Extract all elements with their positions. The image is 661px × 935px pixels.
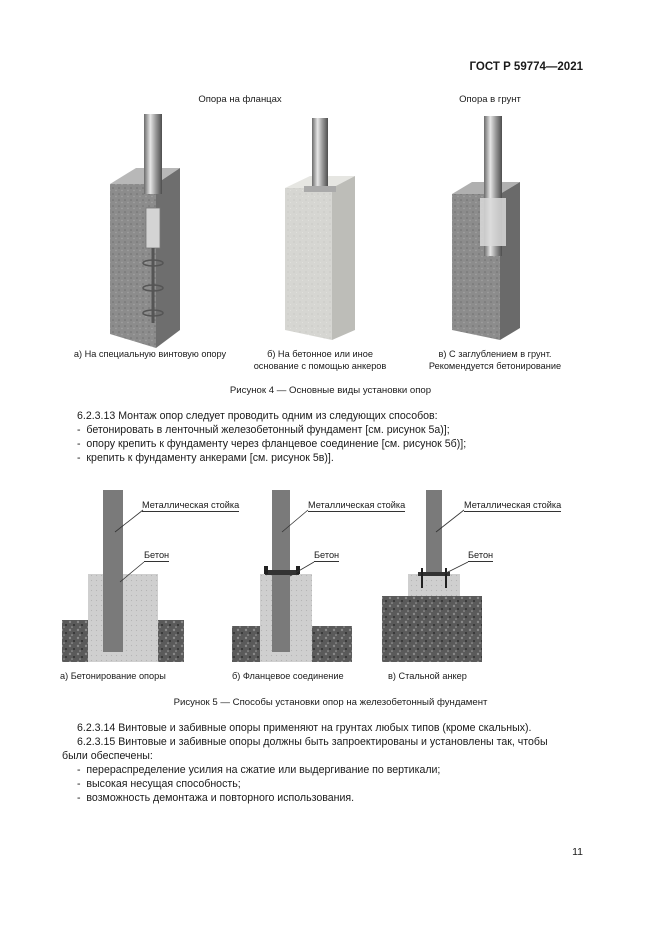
- list-item: - перераспределение усилия на сжатие или выдергивание по вертикали;: [77, 764, 441, 776]
- list-item: - высокая несущая способность;: [77, 778, 241, 790]
- fig5b-label-post: Металлическая стойка: [308, 500, 406, 510]
- fig4b-concrete-base: [285, 118, 355, 340]
- fig5a-concreting: [62, 490, 184, 662]
- page-number: 11: [572, 846, 583, 858]
- para-6-2-3-13: 6.2.3.13 Монтаж опор следует проводить одним из следующих способов:: [77, 410, 438, 422]
- fig4-subcaption-c2: Рекомендуется бетонирование: [428, 361, 562, 371]
- list-item: - крепить к фундаменту анкерами [см. рисунок 5в)].: [77, 452, 334, 464]
- fig4-subcaption-c1: в) С заглублением в грунт.: [438, 349, 552, 359]
- figure4-illustration: [100, 108, 580, 348]
- fig5-subcaption-a: а) Бетонирование опоры: [60, 671, 166, 681]
- fig4-subcaption-b2: основание с помощью анкеров: [253, 361, 387, 371]
- fig4-subcaption-a: а) На специальную винтовую опору: [73, 349, 227, 359]
- fig5-subcaption-b: б) Фланцевое соединение: [232, 671, 344, 681]
- fig5a-label-post: Металлическая стойка: [142, 500, 240, 510]
- fig5-subcaption-c: в) Стальной анкер: [388, 671, 467, 681]
- fig4-label-flange: Опора на фланцах: [198, 94, 282, 105]
- fig5c-label-concrete: Бетон: [468, 550, 494, 560]
- para-6-2-3-14: 6.2.3.14 Винтовые и забивные опоры применяют на грунтах любых типов (кроме скальных).: [77, 722, 532, 734]
- document-code: ГОСТ Р 59774—2021: [469, 61, 583, 73]
- fig5c-anchor: [382, 490, 482, 662]
- list-item: - бетонировать в ленточный железобетонный фундамент [см. рисунок 5а)];: [77, 424, 450, 436]
- para-6-2-3-15-cont: были обеспечены:: [62, 750, 153, 762]
- fig5b-flange: [232, 490, 352, 662]
- fig4a-screw-pile: [110, 114, 180, 348]
- figure4-caption: Рисунок 4 — Основные виды установки опор: [229, 385, 432, 396]
- list-item: - возможность демонтажа и повторного использования.: [77, 792, 355, 804]
- figure5-caption: Рисунок 5 — Способы установки опор на железобетонный фундамент: [173, 697, 488, 708]
- fig4-label-ground: Опора в грунт: [459, 94, 521, 105]
- fig5b-label-concrete: Бетон: [314, 550, 340, 560]
- fig5a-label-concrete: Бетон: [144, 550, 170, 560]
- fig5c-label-post: Металлическая стойка: [464, 500, 562, 510]
- para-6-2-3-15: 6.2.3.15 Винтовые и забивные опоры должны быть запроектированы и установлены так, чтобы: [77, 736, 548, 748]
- fig4c-embedded: [452, 116, 520, 340]
- fig4-subcaption-b1: б) На бетонное или иное: [267, 349, 373, 359]
- list-item: - опору крепить к фундаменту через фланцевое соединение [см. рисунок 5б)];: [77, 438, 467, 450]
